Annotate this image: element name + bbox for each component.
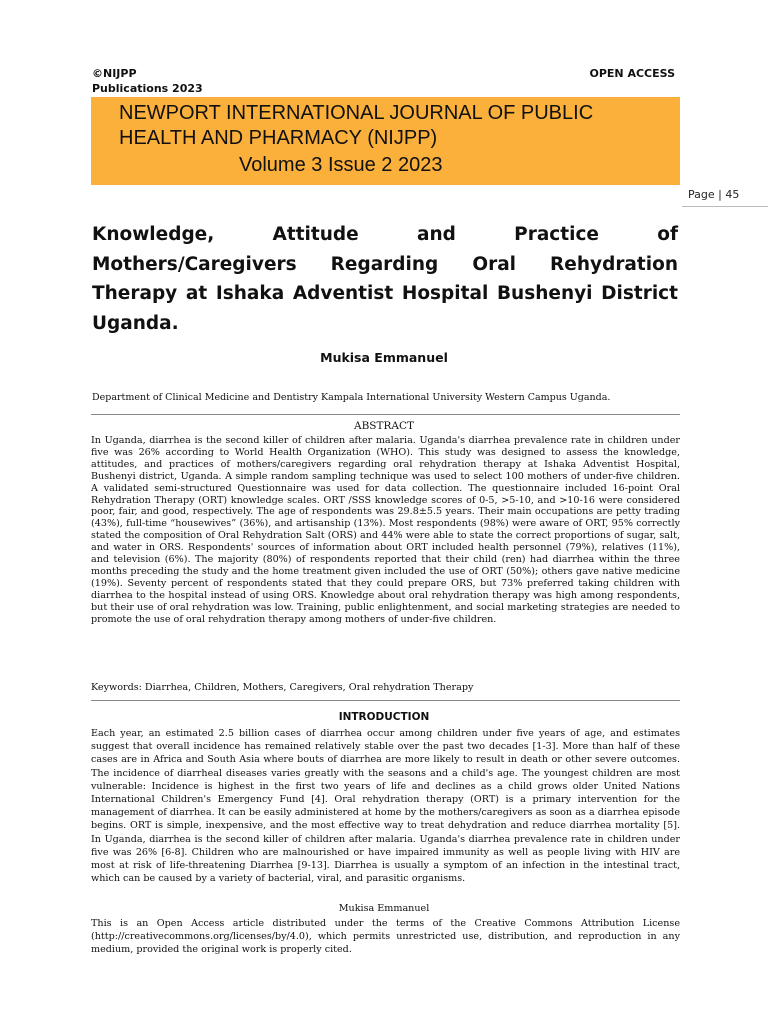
- journal-name-line2: HEALTH AND PHARMACY (NIJPP): [119, 127, 438, 149]
- copyright-label: ©NIJPP: [92, 67, 137, 80]
- introduction-body: Each year, an estimated 2.5 billion cases of diarrhea occur among children under five years of age, and estimates suggest that overall incidence has remained relatively stable over the past two decades [1-3]. More than half of these cases are in Africa and South Asia where bouts of diarrhea are more likely to result in death or other severe outcomes. The incidence of diarrheal diseases varies greatly with the seasons and a child's age. The youngest children are most vulnerable: Incidence is highest in the first two years of life and declines as a child grows older United Nations International Children's Emergency Fund [4]. Oral rehydration therapy (ORT) is a primary intervention for the management of diarrhea. It can be easily administered at home by the mothers/caregivers as soon as a diarrhea episode begins. ORT is simple, inexpensive, and the most effective way to treat dehydration and reduce diarrhea mortality [5]. In Uganda, diarrhea is the second killer of children after malaria. Uganda's diarrhea prevalence rate in children under five was 26% [6-8]. Children who are malnourished or have impaired immunity as well as people living with HIV are most at risk of life-threatening Diarrhea [9-13]. Diarrhea is usually a symptom of an infection in the intestinal tract, which can be caused by a variety of bacterial, viral, and parasitic organisms.: [91, 728, 680, 885]
- introduction-heading: INTRODUCTION: [338, 711, 430, 723]
- volume-issue: Volume 3 Issue 2 2023: [239, 154, 443, 176]
- keywords: Keywords: Diarrhea, Children, Mothers, Caregivers, Oral rehydration Therapy: [91, 682, 474, 693]
- article-title: Knowledge, Attitude and Practice of Mothers/Caregivers Regarding Oral Rehydration Therapy at Ishaka Adventist Hospital Bushenyi District Uganda.: [92, 224, 678, 334]
- article-author: Mukisa Emmanuel: [320, 350, 448, 365]
- open-access-label: OPEN ACCESS: [589, 67, 675, 80]
- journal-header-left: [92, 66, 203, 96]
- abstract-heading: ABSTRACT: [353, 420, 415, 432]
- abstract-top-rule: [91, 414, 680, 415]
- page-number: Page | 45: [688, 188, 740, 201]
- abstract-bottom-rule: [91, 700, 680, 701]
- publications-label: Publications 2023: [92, 82, 203, 95]
- journal-banner: [91, 97, 680, 185]
- author-affiliation: Department of Clinical Medicine and Dentistry Kampala International University Western Campus Uganda.: [92, 392, 611, 403]
- license-statement: This is an Open Access article distributed under the terms of the Creative Commons Attribution License (http://creativecommons.org/licenses/by/4.0), which permits unrestricted use, distribution, and reproduction in any medium, provided the original work is properly cited.: [91, 918, 680, 956]
- page-number-divider: [682, 206, 768, 207]
- abstract-body: In Uganda, diarrhea is the second killer of children after malaria. Uganda's diarrhea prevalence rate in children under five was 26% according to World Health Organization (WHO). This study was designed to assess the knowledge, attitudes, and practices of mothers/caregivers regarding oral rehydration therapy at Ishaka Adventist Hospital, Bushenyi district, Uganda. A simple random sampling technique was used to select 100 mothers of under-five children. A validated semi-structured Questionnaire was used for data collection. The questionnaire included 16-point Oral Rehydration Therapy (ORT) knowledge scales. ORT /SSS knowledge scores of 0-5, >5-10, and >10-16 were considered poor, fair, and good, respectively. The age of respondents was 29.8±5.5 years. Their main occupations are petty trading (43%), full-time “housewives” (36%), and artisanship (13%). Most respondents (98%) were aware of ORT, 95% correctly stated the composition of Oral Rehydration Salt (ORS) and 44% were able to state the correct proportions of sugar, salt, and water in ORS. Respondents' sources of information about ORT included health personnel (79%), relatives (11%), and television (6%). The majority (80%) of respondents reported that their child (ren) had diarrhea within the three months preceding the study and the home treatment given included the use of ORT (50%); others gave native medicine (19%). Seventy percent of respondents stated that they could prepare ORS, but 73% preferred taking children with diarrhea to the hospital instead of using ORS. Knowledge about oral rehydration therapy was high among respondents, but their use of oral rehydration was low. Training, public enlightenment, and social marketing strategies are needed to promote the use of oral rehydration therapy among mothers of under-five children.: [91, 435, 680, 625]
- journal-name-line1: NEWPORT INTERNATIONAL JOURNAL OF PUBLIC: [119, 102, 594, 124]
- footer-author: Mukisa Emmanuel: [338, 903, 430, 914]
